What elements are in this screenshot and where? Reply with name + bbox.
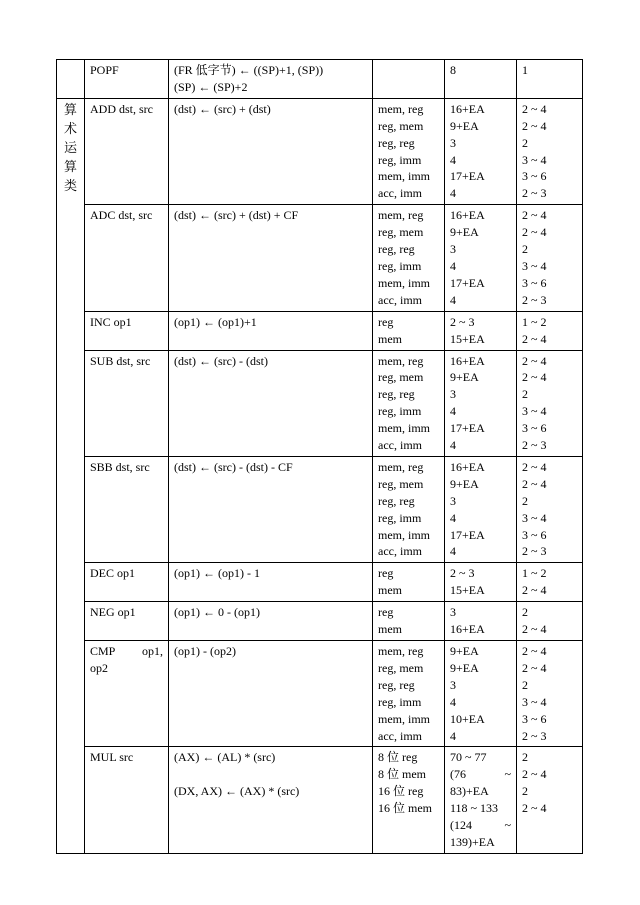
cell-line: reg, mem	[378, 225, 424, 240]
cell-line: 4	[450, 544, 456, 559]
operation-cell	[169, 311, 373, 350]
clock-cycles-cell	[445, 205, 517, 311]
cell-line: 3 ~ 6	[522, 421, 547, 436]
cell-line: op2	[90, 660, 108, 675]
clock-cycles-cell	[445, 350, 517, 456]
operand-mode-cell	[373, 602, 445, 641]
mnemonic-cell	[85, 350, 169, 456]
mnemonic-cell	[85, 98, 169, 204]
cell-line: SBB dst, src	[90, 459, 150, 474]
cell-line: mem	[378, 331, 402, 346]
cell-line: mem, reg	[378, 208, 424, 223]
cell-line: 17+EA	[450, 169, 485, 184]
cell-line: 17+EA	[450, 275, 485, 290]
cell-line: reg, imm	[378, 510, 422, 525]
cell-line: 9+EA	[450, 370, 479, 385]
cell-line: 2 ~ 4	[522, 118, 547, 133]
cell-line: 2	[522, 493, 528, 508]
table-row	[57, 205, 583, 311]
operand-mode-cell	[373, 641, 445, 747]
cell-line: reg, imm	[378, 152, 422, 167]
mnemonic-cell	[85, 60, 169, 99]
cell-line: reg, mem	[378, 118, 424, 133]
cell-line: 3 ~ 4	[522, 258, 547, 273]
cell-line: 3 ~ 4	[522, 510, 547, 525]
cell-line: reg, reg	[378, 242, 415, 257]
cell-line: 2 ~ 3	[522, 186, 547, 201]
clock-cycles-cell	[445, 602, 517, 641]
cell-line: 2	[522, 135, 528, 150]
cell-line: 9+EA	[450, 660, 479, 675]
category-char: 运	[63, 140, 77, 156]
cell-line: 16+EA	[450, 353, 485, 368]
table-row	[57, 311, 583, 350]
cell-line: 4	[450, 510, 456, 525]
cell-line: 1 ~ 2	[522, 566, 547, 581]
category-char: 术	[63, 121, 77, 137]
cell-line: 2 ~ 3	[522, 728, 547, 743]
byte-count-cell	[517, 311, 583, 350]
table-row	[57, 350, 583, 456]
cell-line: 16+EA	[450, 459, 485, 474]
byte-count-cell	[517, 563, 583, 602]
cell-line: 9+EA	[450, 118, 479, 133]
cell-line: mem, reg	[378, 459, 424, 474]
cell-line: mem, imm	[378, 421, 430, 436]
cell-line: acc, imm	[378, 292, 422, 307]
mnemonic-cell	[85, 602, 169, 641]
cell-line: 2 ~ 4	[522, 101, 547, 116]
cell-line: mem, reg	[378, 101, 424, 116]
cell-line: 16+EA	[450, 101, 485, 116]
table-row	[57, 602, 583, 641]
clock-cycles-cell	[445, 60, 517, 99]
clock-cycles-cell	[445, 641, 517, 747]
cell-line: 83)+EA	[450, 784, 489, 799]
mnemonic-cell	[85, 641, 169, 747]
operation-cell	[169, 641, 373, 747]
table-row	[57, 98, 583, 204]
cell-line: 3 ~ 6	[522, 527, 547, 542]
table-row	[57, 641, 583, 747]
cell-line: 2 ~ 3	[522, 438, 547, 453]
cell-line: 17+EA	[450, 527, 485, 542]
cell-line: (dst) ← (src) + (dst)	[174, 101, 271, 116]
cell-line: 2 ~ 4	[522, 208, 547, 223]
cell-line: 3 ~ 6	[522, 169, 547, 184]
cell-line: mem	[378, 583, 402, 598]
cell-line: MUL src	[90, 750, 134, 765]
cell-line: 2	[522, 784, 528, 799]
cell-line: 2 ~ 4	[522, 353, 547, 368]
cell-line: (76 ~	[450, 767, 511, 782]
cell-line: 16 位 mem	[378, 801, 432, 816]
cell-line: 3 ~ 4	[522, 694, 547, 709]
operation-cell	[169, 60, 373, 99]
cell-line: acc, imm	[378, 728, 422, 743]
cell-line: 3	[450, 605, 456, 620]
cell-line: 17+EA	[450, 421, 485, 436]
cell-line: 2 ~ 4	[522, 583, 547, 598]
cell-line: (op1) ← (op1) - 1	[174, 566, 260, 581]
cell-line: 16+EA	[450, 622, 485, 637]
cell-line: 2 ~ 4	[522, 225, 547, 240]
cell-line: POPF	[90, 63, 119, 77]
cell-line: acc, imm	[378, 186, 422, 201]
cell-line: 4	[450, 438, 456, 453]
operand-mode-cell	[373, 98, 445, 204]
cell-line: reg, reg	[378, 387, 415, 402]
cell-line: 2	[522, 387, 528, 402]
operation-cell	[169, 563, 373, 602]
byte-count-cell	[517, 350, 583, 456]
cell-line: reg, reg	[378, 493, 415, 508]
cell-line: reg	[378, 314, 394, 329]
byte-count-cell	[517, 602, 583, 641]
cell-line: 2 ~ 4	[522, 370, 547, 385]
cell-line: 1 ~ 2	[522, 314, 547, 329]
clock-cycles-cell	[445, 98, 517, 204]
clock-cycles-cell	[445, 456, 517, 562]
cell-line: mem, reg	[378, 644, 424, 658]
operand-mode-cell	[373, 563, 445, 602]
byte-count-cell	[517, 747, 583, 853]
cell-line: 139)+EA	[450, 834, 495, 849]
cell-line: 2 ~ 4	[522, 622, 547, 637]
cell-line: (FR 低字节) ← ((SP)+1, (SP))	[174, 63, 324, 77]
cell-line: INC op1	[90, 314, 132, 329]
cell-line: 4	[450, 728, 456, 743]
cell-line: reg	[378, 605, 394, 620]
cell-line: 2 ~ 4	[522, 660, 547, 675]
operation-cell	[169, 456, 373, 562]
cell-line: 3 ~ 4	[522, 152, 547, 167]
cell-line: 3 ~ 6	[522, 711, 547, 726]
cell-line: 16 位 reg	[378, 784, 424, 799]
cell-line: mem, imm	[378, 711, 430, 726]
cell-line: 2	[522, 605, 528, 620]
byte-count-cell	[517, 98, 583, 204]
cell-line: 8	[450, 63, 456, 77]
cell-line: (SP) ← (SP)+2	[174, 79, 248, 94]
table-row	[57, 456, 583, 562]
cell-line: reg, mem	[378, 370, 424, 385]
cell-line: 2 ~ 3	[450, 566, 475, 581]
cell-line: (dst) ← (src) - (dst) - CF	[174, 459, 293, 474]
cell-line: mem, imm	[378, 275, 430, 290]
cell-line: 2 ~ 3	[450, 314, 475, 329]
table-row	[57, 747, 583, 853]
operand-mode-cell	[373, 350, 445, 456]
cell-line: 2 ~ 3	[522, 292, 547, 307]
cell-line: acc, imm	[378, 544, 422, 559]
operation-cell	[169, 350, 373, 456]
cell-line: 118 ~ 133	[450, 801, 499, 816]
cell-line: 70 ~ 77	[450, 750, 487, 765]
cell-line: (op1) - (op2)	[174, 644, 236, 658]
cell-line: 3	[450, 493, 456, 508]
cell-line: 4	[450, 186, 456, 201]
cell-line: (dst) ← (src) + (dst) + CF	[174, 208, 299, 223]
cell-line: 4	[450, 694, 456, 709]
byte-count-cell	[517, 641, 583, 747]
cell-line	[174, 766, 367, 783]
cell-line: 15+EA	[450, 583, 485, 598]
operand-mode-cell	[373, 205, 445, 311]
cell-line: ADC dst, src	[90, 208, 153, 223]
cell-line: DEC op1	[90, 566, 135, 581]
cell-line: CMP op1,	[90, 644, 163, 658]
byte-count-cell	[517, 205, 583, 311]
mnemonic-cell	[85, 747, 169, 853]
category-char: 算	[63, 159, 77, 175]
clock-cycles-cell	[445, 311, 517, 350]
operand-mode-cell	[373, 311, 445, 350]
cell-line: 2 ~ 4	[522, 767, 547, 782]
category-cell-empty	[57, 60, 85, 99]
instruction-table	[56, 59, 583, 854]
cell-line: reg, mem	[378, 660, 424, 675]
cell-line: (op1) ← 0 - (op1)	[174, 605, 260, 620]
cell-line: 2 ~ 4	[522, 459, 547, 474]
cell-line: reg, reg	[378, 677, 415, 692]
operation-cell	[169, 98, 373, 204]
cell-line: 3	[450, 135, 456, 150]
cell-line: 15+EA	[450, 331, 485, 346]
cell-line: 16+EA	[450, 208, 485, 223]
cell-line: 9+EA	[450, 644, 479, 658]
cell-line: 2 ~ 3	[522, 544, 547, 559]
mnemonic-cell	[85, 311, 169, 350]
category-char: 类	[63, 178, 77, 194]
table-row	[57, 563, 583, 602]
byte-count-cell	[517, 456, 583, 562]
cell-line: (124 ~	[450, 818, 511, 833]
cell-line: (op1) ← (op1)+1	[174, 314, 257, 329]
cell-line: 4	[450, 292, 456, 307]
cell-line: mem, reg	[378, 353, 424, 368]
cell-line	[378, 62, 439, 79]
cell-line: 10+EA	[450, 711, 485, 726]
operation-cell	[169, 747, 373, 853]
cell-line: 4	[450, 404, 456, 419]
mnemonic-cell	[85, 205, 169, 311]
mnemonic-cell	[85, 563, 169, 602]
mnemonic-cell	[85, 456, 169, 562]
cell-line: mem	[378, 622, 402, 637]
cell-line: acc, imm	[378, 438, 422, 453]
cell-line: 2	[522, 750, 528, 765]
cell-line: (AX) ← (AL) * (src)	[174, 750, 276, 765]
cell-line: 2	[522, 677, 528, 692]
cell-line: reg, mem	[378, 476, 424, 491]
cell-line: reg, imm	[378, 258, 422, 273]
cell-line: 9+EA	[450, 225, 479, 240]
cell-line: 4	[450, 152, 456, 167]
cell-line: (dst) ← (src) - (dst)	[174, 353, 268, 368]
clock-cycles-cell	[445, 563, 517, 602]
cell-line: 8 位 reg	[378, 750, 418, 765]
table-row	[57, 60, 583, 99]
operand-mode-cell	[373, 747, 445, 853]
cell-line: SUB dst, src	[90, 353, 151, 368]
cell-line: mem, imm	[378, 527, 430, 542]
cell-line: 2 ~ 4	[522, 331, 547, 346]
cell-line: (DX, AX) ← (AX) * (src)	[174, 784, 300, 799]
cell-line: 1	[522, 63, 528, 77]
cell-line: 2 ~ 4	[522, 801, 547, 816]
cell-line: reg, imm	[378, 404, 422, 419]
cell-line: 2 ~ 4	[522, 644, 547, 658]
clock-cycles-cell	[445, 747, 517, 853]
cell-line: NEG op1	[90, 605, 136, 620]
cell-line: 3 ~ 4	[522, 404, 547, 419]
category-cell	[57, 98, 85, 853]
cell-line: mem, imm	[378, 169, 430, 184]
cell-line: 3 ~ 6	[522, 275, 547, 290]
cell-line: ADD dst, src	[90, 101, 153, 116]
category-char: 算	[63, 102, 77, 118]
cell-line: 3	[450, 387, 456, 402]
cell-line: reg, imm	[378, 694, 422, 709]
cell-line: 2 ~ 4	[522, 476, 547, 491]
cell-line: 3	[450, 677, 456, 692]
operand-mode-cell	[373, 456, 445, 562]
cell-line: 9+EA	[450, 476, 479, 491]
operand-mode-cell	[373, 60, 445, 99]
cell-line: 3	[450, 242, 456, 257]
operation-cell	[169, 602, 373, 641]
operation-cell	[169, 205, 373, 311]
byte-count-cell	[517, 60, 583, 99]
cell-line: 2	[522, 242, 528, 257]
cell-line: 4	[450, 258, 456, 273]
cell-line: 8 位 mem	[378, 767, 426, 782]
cell-line: reg, reg	[378, 135, 415, 150]
cell-line: reg	[378, 566, 394, 581]
